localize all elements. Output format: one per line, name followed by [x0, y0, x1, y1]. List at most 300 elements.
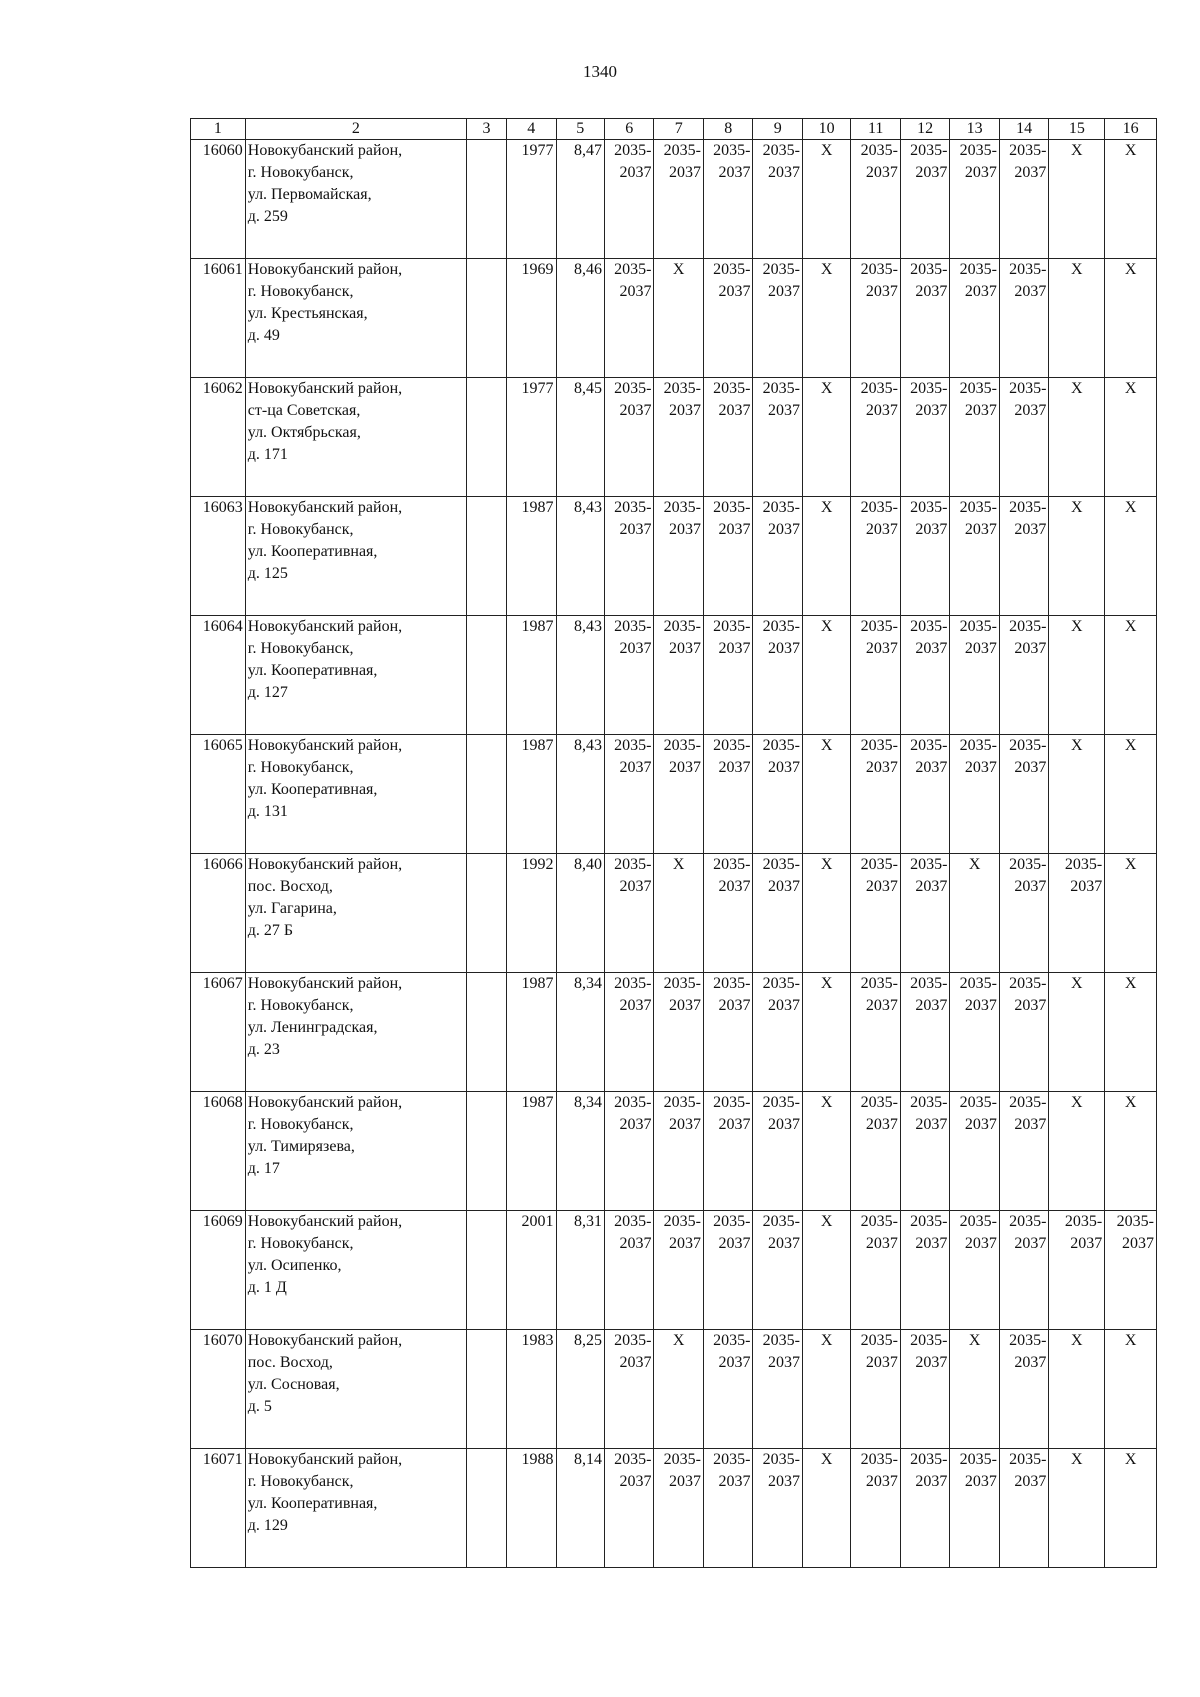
not-applicable-cell: X [950, 854, 1000, 973]
column-header-8: 8 [703, 119, 753, 140]
period-start: 2035- [762, 1094, 800, 1111]
empty-cell [466, 973, 506, 1092]
period-start: 2035- [1009, 975, 1047, 992]
period-cell [851, 735, 901, 854]
rating-cell: 8,34 [556, 1092, 604, 1211]
period-cell [654, 1449, 704, 1568]
period-end: 2037 [915, 1354, 948, 1371]
period-end: 2037 [1070, 1235, 1103, 1252]
period-end: 2037 [1014, 283, 1047, 300]
period-end: 2037 [718, 164, 751, 181]
address-line: Новокубанский район, [247, 380, 403, 397]
period-end: 2037 [619, 640, 652, 657]
header-row [191, 119, 1157, 140]
period-end: 2037 [718, 283, 751, 300]
period-cell [604, 1330, 654, 1449]
period-start: 2035- [1064, 856, 1103, 873]
period-cell [999, 854, 1049, 973]
not-applicable-cell: X [802, 973, 850, 1092]
year-cell: 1977 [507, 378, 557, 497]
not-applicable-cell: X [1049, 1092, 1105, 1211]
period-start: 2035- [860, 737, 898, 754]
empty-cell [466, 1449, 506, 1568]
table-row [191, 735, 1157, 854]
period-cell [999, 1449, 1049, 1568]
period-cell [604, 378, 654, 497]
period-start: 2035- [614, 261, 652, 278]
period-end: 2037 [915, 1473, 948, 1490]
not-applicable-cell: X [802, 616, 850, 735]
table-row [191, 497, 1157, 616]
not-applicable-cell: X [1105, 1092, 1157, 1211]
period-end: 2037 [865, 1235, 898, 1252]
period-end: 2037 [767, 878, 800, 895]
rating-cell: 8,43 [556, 735, 604, 854]
address-line: д. 127 [247, 684, 288, 701]
period-cell [900, 616, 950, 735]
column-header-13: 13 [950, 119, 1000, 140]
period-end: 2037 [668, 1116, 701, 1133]
period-start: 2035- [910, 618, 948, 635]
not-applicable-cell: X [1105, 616, 1157, 735]
address-line: Новокубанский район, [247, 975, 403, 992]
period-end: 2037 [1014, 1473, 1047, 1490]
period-cell [950, 497, 1000, 616]
period-start: 2035- [959, 380, 997, 397]
period-cell [703, 616, 753, 735]
period-start: 2035- [713, 499, 751, 516]
period-start: 2035- [910, 1332, 948, 1349]
period-end: 2037 [865, 997, 898, 1014]
period-end: 2037 [964, 1235, 997, 1252]
row-number: 16064 [191, 616, 246, 735]
period-end: 2037 [964, 283, 997, 300]
period-start: 2035- [762, 261, 800, 278]
year-cell: 1987 [507, 497, 557, 616]
period-end: 2037 [718, 1354, 751, 1371]
address-line: пос. Восход, [247, 878, 333, 895]
period-cell [851, 1092, 901, 1211]
period-start: 2035- [762, 1213, 800, 1230]
period-cell [999, 616, 1049, 735]
period-end: 2037 [619, 1473, 652, 1490]
period-cell [753, 259, 803, 378]
not-applicable-cell: X [1049, 616, 1105, 735]
period-cell [900, 1211, 950, 1330]
period-end: 2037 [619, 878, 652, 895]
year-cell: 1983 [507, 1330, 557, 1449]
address-line: д. 129 [247, 1517, 288, 1534]
period-start: 2035- [663, 499, 701, 516]
period-end: 2037 [964, 1473, 997, 1490]
period-cell [703, 1092, 753, 1211]
address-line: Новокубанский район, [247, 261, 403, 278]
column-header-10: 10 [802, 119, 850, 140]
period-end: 2037 [915, 759, 948, 776]
address-line: г. Новокубанск, [247, 1116, 354, 1133]
not-applicable-cell: X [1105, 259, 1157, 378]
year-cell: 1987 [507, 973, 557, 1092]
period-end: 2037 [668, 521, 701, 538]
period-cell [950, 616, 1000, 735]
address-cell [245, 735, 466, 854]
period-end: 2037 [1014, 1354, 1047, 1371]
not-applicable-cell: X [1049, 1330, 1105, 1449]
not-applicable-cell: X [802, 1092, 850, 1211]
address-line: пос. Восход, [247, 1354, 333, 1371]
column-header-2: 2 [245, 119, 466, 140]
period-end: 2037 [668, 1235, 701, 1252]
not-applicable-cell: X [802, 378, 850, 497]
period-cell [604, 497, 654, 616]
period-cell [703, 1211, 753, 1330]
period-end: 2037 [1014, 997, 1047, 1014]
period-cell [950, 259, 1000, 378]
period-cell [654, 616, 704, 735]
period-start: 2035- [910, 1094, 948, 1111]
column-header-6: 6 [604, 119, 654, 140]
period-cell [950, 735, 1000, 854]
period-cell [604, 140, 654, 259]
empty-cell [466, 259, 506, 378]
period-start: 2035- [959, 975, 997, 992]
period-cell [999, 259, 1049, 378]
not-applicable-cell: X [950, 1330, 1000, 1449]
column-header-12: 12 [900, 119, 950, 140]
address-line: ул. Первомайская, [247, 186, 372, 203]
period-start: 2035- [614, 380, 652, 397]
not-applicable-cell: X [1049, 1449, 1105, 1568]
period-end: 2037 [865, 1116, 898, 1133]
period-start: 2035- [910, 142, 948, 159]
period-start: 2035- [1009, 1332, 1047, 1349]
column-header-16: 16 [1105, 119, 1157, 140]
not-applicable-cell: X [1049, 140, 1105, 259]
period-end: 2037 [668, 640, 701, 657]
not-applicable-cell: X [1105, 1449, 1157, 1568]
period-start: 2035- [663, 618, 701, 635]
period-start: 2035- [713, 380, 751, 397]
period-cell [900, 854, 950, 973]
period-end: 2037 [619, 1354, 652, 1371]
address-line: ул. Тимирязева, [247, 1138, 355, 1155]
period-start: 2035- [860, 1451, 898, 1468]
period-start: 2035- [614, 1451, 652, 1468]
column-header-11: 11 [851, 119, 901, 140]
period-end: 2037 [767, 1116, 800, 1133]
rating-cell: 8,47 [556, 140, 604, 259]
period-start: 2035- [860, 142, 898, 159]
period-cell [900, 378, 950, 497]
period-end: 2037 [718, 759, 751, 776]
period-start: 2035- [762, 142, 800, 159]
period-start: 2035- [860, 1094, 898, 1111]
period-start: 2035- [860, 856, 898, 873]
period-start: 2035- [910, 975, 948, 992]
period-start: 2035- [1009, 499, 1047, 516]
not-applicable-cell: X [802, 735, 850, 854]
column-header-1: 1 [191, 119, 246, 140]
period-start: 2035- [713, 737, 751, 754]
period-end: 2037 [718, 878, 751, 895]
period-cell [950, 973, 1000, 1092]
period-cell [753, 497, 803, 616]
not-applicable-cell: X [1049, 973, 1105, 1092]
address-line: г. Новокубанск, [247, 640, 354, 657]
address-line: ул. Осипенко, [247, 1257, 342, 1274]
table-row [191, 140, 1157, 259]
period-cell [900, 735, 950, 854]
period-cell [703, 854, 753, 973]
row-number: 16063 [191, 497, 246, 616]
empty-cell [466, 1330, 506, 1449]
period-start: 2035- [959, 1094, 997, 1111]
table-row [191, 259, 1157, 378]
period-end: 2037 [619, 997, 652, 1014]
period-end: 2037 [915, 283, 948, 300]
year-cell: 2001 [507, 1211, 557, 1330]
period-start: 2035- [910, 1213, 948, 1230]
page-number: 1340 [583, 62, 617, 81]
period-end: 2037 [718, 1473, 751, 1490]
period-end: 2037 [619, 283, 652, 300]
period-end: 2037 [668, 402, 701, 419]
period-end: 2037 [668, 164, 701, 181]
address-cell [245, 140, 466, 259]
registry-table [190, 118, 1157, 1568]
rating-cell: 8,43 [556, 497, 604, 616]
table-row [191, 854, 1157, 973]
address-line: г. Новокубанск, [247, 283, 354, 300]
table-row [191, 1449, 1157, 1568]
not-applicable-cell: X [802, 497, 850, 616]
address-line: Новокубанский район, [247, 618, 403, 635]
period-end: 2037 [865, 283, 898, 300]
period-end: 2037 [915, 1235, 948, 1252]
column-header-9: 9 [753, 119, 803, 140]
period-cell [654, 1092, 704, 1211]
period-end: 2037 [1014, 759, 1047, 776]
not-applicable-cell: X [802, 1211, 850, 1330]
address-line: Новокубанский район, [247, 1332, 403, 1349]
period-end: 2037 [915, 402, 948, 419]
period-start: 2035- [614, 1213, 652, 1230]
period-start: 2035- [1009, 1213, 1047, 1230]
period-start: 2035- [959, 499, 997, 516]
period-end: 2037 [964, 402, 997, 419]
period-start: 2035- [860, 380, 898, 397]
year-cell: 1987 [507, 616, 557, 735]
period-start: 2035- [959, 1213, 997, 1230]
period-cell [604, 1449, 654, 1568]
not-applicable-cell: X [802, 854, 850, 973]
period-start: 2035- [663, 142, 701, 159]
not-applicable-cell: X [802, 140, 850, 259]
empty-cell [466, 735, 506, 854]
period-start: 2035- [713, 1332, 751, 1349]
period-end: 2037 [767, 1354, 800, 1371]
period-cell [604, 735, 654, 854]
period-start: 2035- [713, 1451, 751, 1468]
period-cell [851, 854, 901, 973]
period-start: 2035- [1116, 1213, 1154, 1230]
period-end: 2037 [1014, 1235, 1047, 1252]
not-applicable-cell: X [1049, 497, 1105, 616]
period-start: 2035- [1009, 1451, 1047, 1468]
period-start: 2035- [762, 380, 800, 397]
not-applicable-cell: X [654, 259, 704, 378]
period-cell [999, 735, 1049, 854]
not-applicable-cell: X [802, 1330, 850, 1449]
period-cell [753, 973, 803, 1092]
period-end: 2037 [668, 1473, 701, 1490]
not-applicable-cell: X [1049, 259, 1105, 378]
period-start: 2035- [663, 1094, 701, 1111]
period-cell [950, 1211, 1000, 1330]
address-line: ул. Гагарина, [247, 900, 337, 917]
period-start: 2035- [910, 380, 948, 397]
period-end: 2037 [964, 997, 997, 1014]
table-row [191, 378, 1157, 497]
year-cell: 1987 [507, 735, 557, 854]
period-cell [753, 378, 803, 497]
period-cell [753, 1330, 803, 1449]
empty-cell [466, 1092, 506, 1211]
period-start: 2035- [614, 618, 652, 635]
period-cell [1049, 1211, 1105, 1330]
period-cell [703, 973, 753, 1092]
empty-cell [466, 378, 506, 497]
not-applicable-cell: X [1105, 973, 1157, 1092]
period-cell [654, 378, 704, 497]
period-end: 2037 [1014, 1116, 1047, 1133]
period-start: 2035- [860, 499, 898, 516]
period-end: 2037 [964, 521, 997, 538]
period-start: 2035- [1009, 618, 1047, 635]
period-start: 2035- [614, 499, 652, 516]
period-start: 2035- [860, 975, 898, 992]
period-cell [999, 378, 1049, 497]
period-end: 2037 [915, 878, 948, 895]
period-start: 2035- [1009, 1094, 1047, 1111]
address-line: д. 5 [247, 1398, 272, 1415]
period-cell [900, 140, 950, 259]
period-cell [851, 1449, 901, 1568]
address-line: г. Новокубанск, [247, 521, 354, 538]
period-start: 2035- [614, 1094, 652, 1111]
period-end: 2037 [718, 402, 751, 419]
address-cell [245, 973, 466, 1092]
column-header-5: 5 [556, 119, 604, 140]
period-cell [753, 1092, 803, 1211]
address-line: ул. Крестьянская, [247, 305, 368, 322]
period-start: 2035- [614, 856, 652, 873]
period-cell [604, 973, 654, 1092]
period-start: 2035- [860, 1213, 898, 1230]
address-line: д. 17 [247, 1160, 280, 1177]
address-line: Новокубанский район, [247, 1451, 403, 1468]
column-header-15: 15 [1049, 119, 1105, 140]
row-number: 16071 [191, 1449, 246, 1568]
period-start: 2035- [663, 1451, 701, 1468]
period-start: 2035- [910, 1451, 948, 1468]
address-cell [245, 1330, 466, 1449]
period-start: 2035- [762, 975, 800, 992]
address-line: д. 171 [247, 446, 288, 463]
address-line: ул. Кооперативная, [247, 1495, 378, 1512]
period-start: 2035- [663, 975, 701, 992]
address-line: ул. Октябрьская, [247, 424, 361, 441]
period-end: 2037 [767, 759, 800, 776]
address-line: ул. Ленинградская, [247, 1019, 378, 1036]
period-start: 2035- [614, 142, 652, 159]
rating-cell: 8,31 [556, 1211, 604, 1330]
period-start: 2035- [713, 1094, 751, 1111]
table-row [191, 1211, 1157, 1330]
address-line: ул. Кооперативная, [247, 662, 378, 679]
address-cell [245, 259, 466, 378]
period-cell [604, 616, 654, 735]
address-line: д. 1 Д [247, 1279, 287, 1296]
rating-cell: 8,34 [556, 973, 604, 1092]
not-applicable-cell: X [802, 259, 850, 378]
not-applicable-cell: X [802, 1449, 850, 1568]
address-cell [245, 854, 466, 973]
period-end: 2037 [668, 759, 701, 776]
period-start: 2035- [614, 737, 652, 754]
period-start: 2035- [713, 618, 751, 635]
period-end: 2037 [915, 1116, 948, 1133]
period-end: 2037 [718, 997, 751, 1014]
year-cell: 1969 [507, 259, 557, 378]
period-end: 2037 [767, 1473, 800, 1490]
not-applicable-cell: X [1105, 854, 1157, 973]
period-cell [654, 973, 704, 1092]
period-start: 2035- [663, 380, 701, 397]
address-line: Новокубанский район, [247, 142, 403, 159]
period-start: 2035- [910, 499, 948, 516]
address-line: д. 125 [247, 565, 288, 582]
period-start: 2035- [713, 975, 751, 992]
address-line: д. 131 [247, 803, 288, 820]
not-applicable-cell: X [1105, 497, 1157, 616]
period-start: 2035- [663, 1213, 701, 1230]
period-start: 2035- [860, 1332, 898, 1349]
address-line: д. 49 [247, 327, 280, 344]
period-cell [703, 1449, 753, 1568]
rating-cell: 8,43 [556, 616, 604, 735]
row-number: 16068 [191, 1092, 246, 1211]
row-number: 16070 [191, 1330, 246, 1449]
period-start: 2035- [1009, 856, 1047, 873]
period-cell [753, 616, 803, 735]
period-cell [950, 1092, 1000, 1211]
period-cell [753, 1211, 803, 1330]
period-cell [604, 1092, 654, 1211]
not-applicable-cell: X [654, 1330, 704, 1449]
period-end: 2037 [1014, 164, 1047, 181]
period-end: 2037 [619, 164, 652, 181]
address-cell [245, 1211, 466, 1330]
period-end: 2037 [619, 402, 652, 419]
column-header-4: 4 [507, 119, 557, 140]
table-row [191, 973, 1157, 1092]
empty-cell [466, 616, 506, 735]
period-end: 2037 [767, 1235, 800, 1252]
address-line: г. Новокубанск, [247, 164, 354, 181]
address-line: г. Новокубанск, [247, 1235, 354, 1252]
period-start: 2035- [1009, 142, 1047, 159]
